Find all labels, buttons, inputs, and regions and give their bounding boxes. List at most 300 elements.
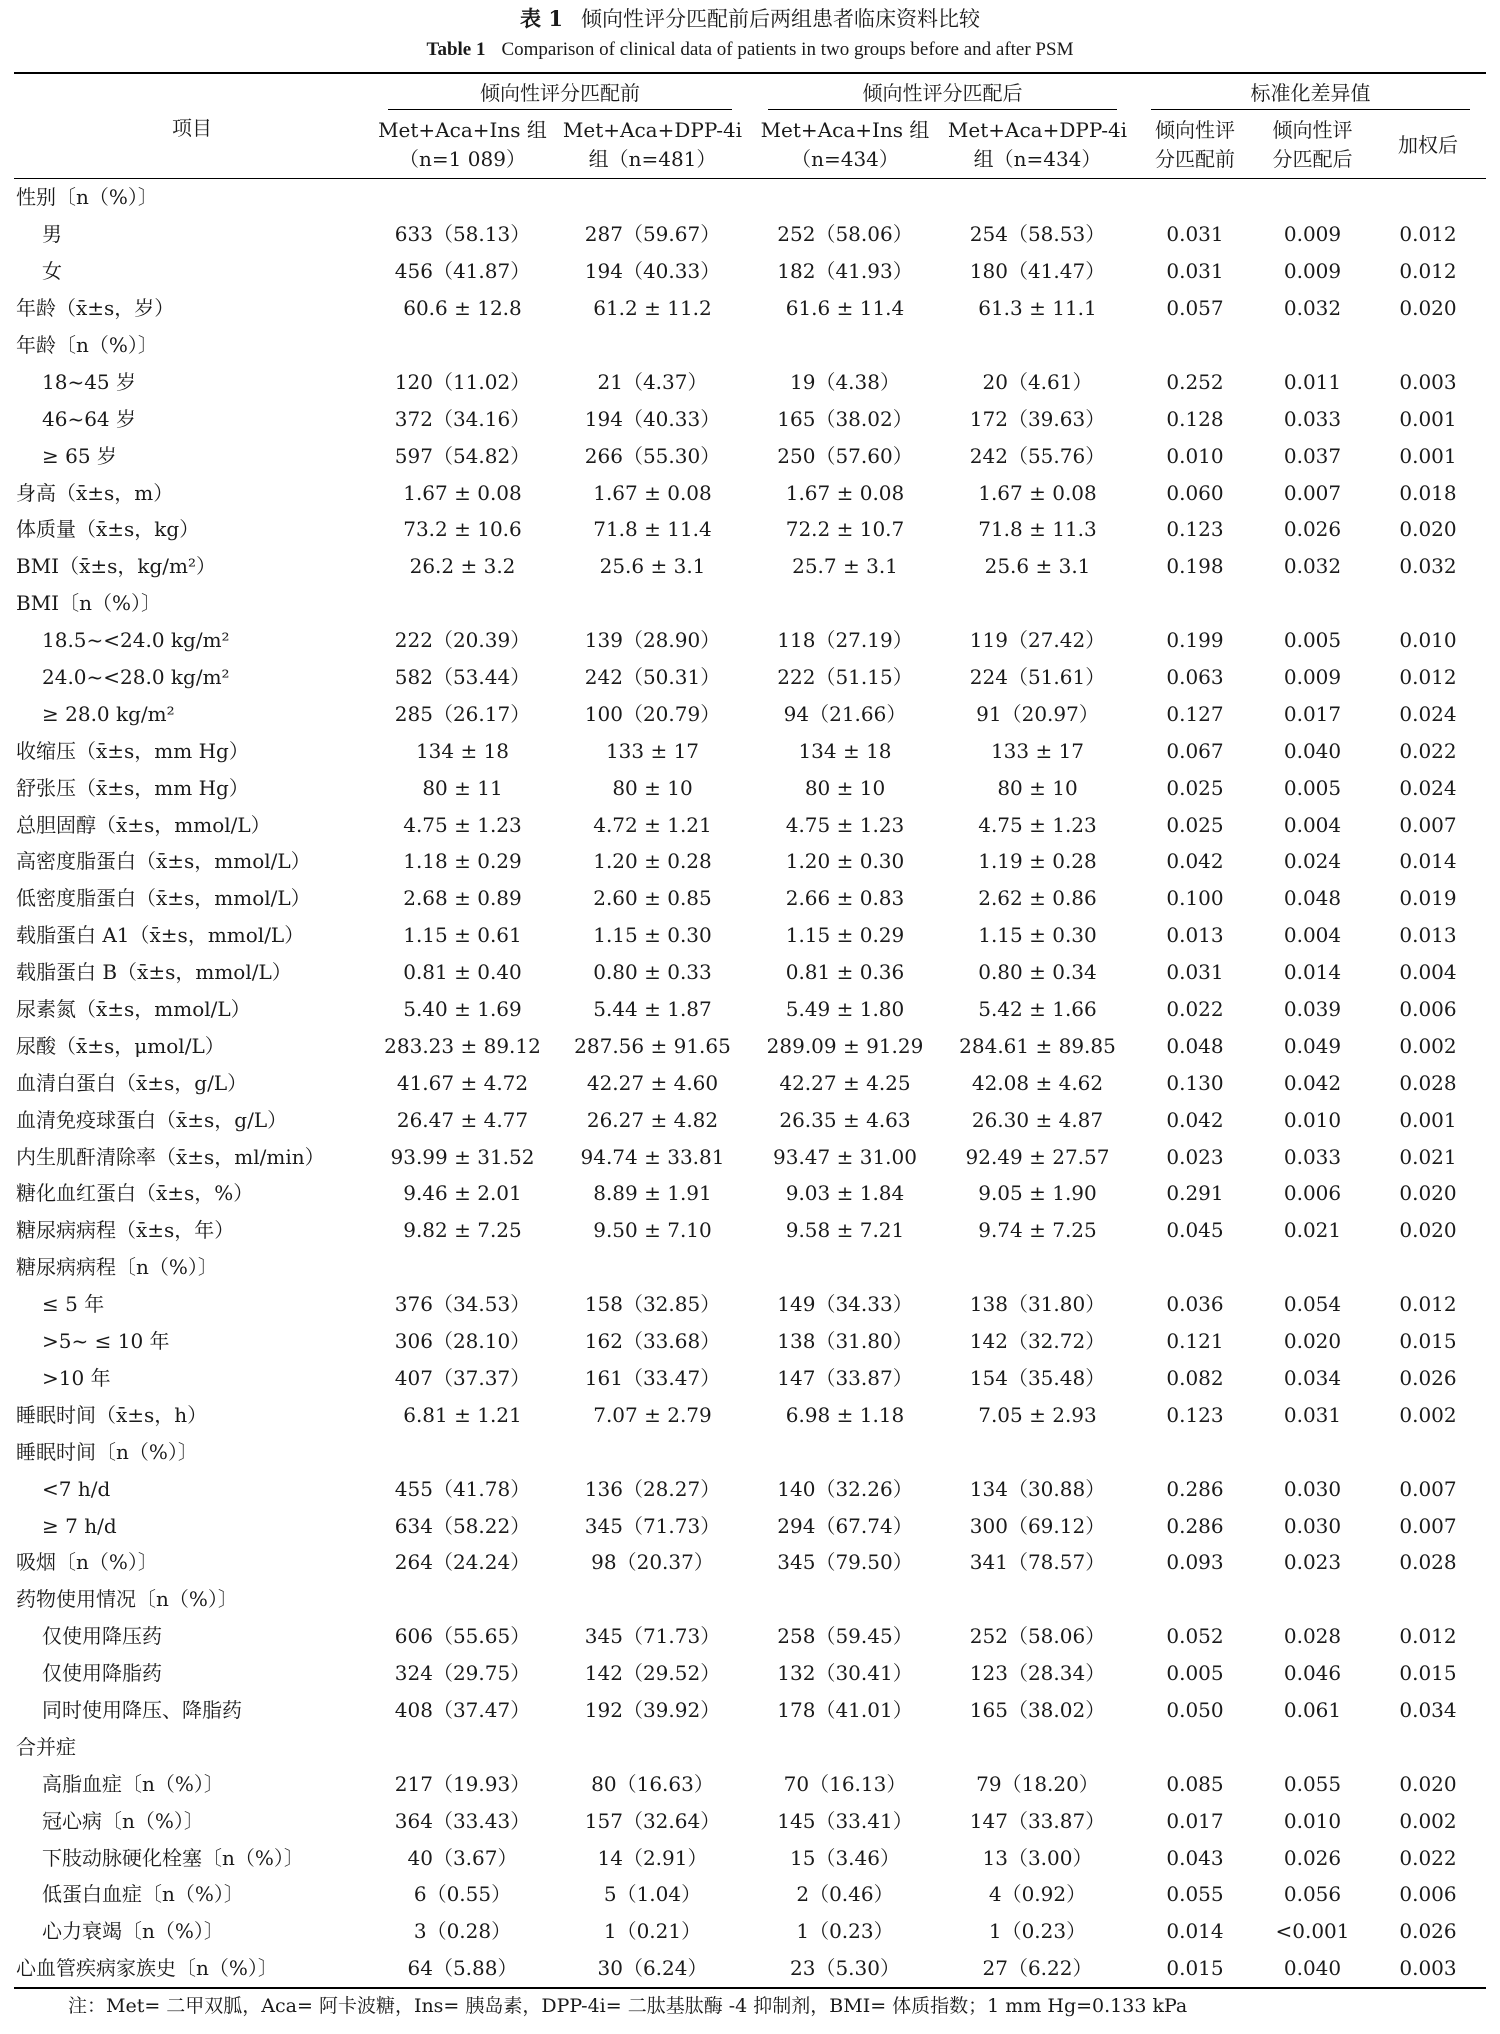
cell-col-7: 0.012 <box>1399 1292 1457 1317</box>
cell-col-2: 133 ± 17 <box>605 738 700 763</box>
cell-col-1: 6.81 ± 1.21 <box>403 1402 522 1427</box>
cell-col-3: 294（67.74） <box>777 1513 913 1538</box>
table-title-en-text: Comparison of clinical data of patients in two groups before and after PSM <box>501 39 1074 60</box>
row-label: BMI〔n（%）〕 <box>16 591 161 616</box>
cell-col-7: 0.028 <box>1399 1070 1457 1095</box>
table-row <box>14 1913 1486 1950</box>
cell-col-3: 134 ± 18 <box>798 738 892 763</box>
cell-col-4: 92.49 ± 27.57 <box>965 1144 1110 1169</box>
cell-col-1: 1.15 ± 0.61 <box>403 923 522 948</box>
cell-col-4: 79（18.20） <box>976 1771 1099 1796</box>
cell-col-7: 0.002 <box>1399 1402 1457 1427</box>
cell-col-4: 4（0.92） <box>988 1882 1087 1907</box>
cell-col-1: 41.67 ± 4.72 <box>396 1070 529 1095</box>
cell-col-6: 0.023 <box>1283 1550 1342 1575</box>
table-row <box>14 1433 1486 1470</box>
cell-col-6: 0.026 <box>1283 1845 1342 1870</box>
cell-col-2: 5.44 ± 1.87 <box>593 997 712 1022</box>
table-row <box>14 1323 1486 1360</box>
cell-col-4: 1（0.23） <box>988 1919 1087 1944</box>
cell-col-3: 4.75 ± 1.23 <box>785 812 905 837</box>
cell-col-3: 132（30.41） <box>777 1661 913 1686</box>
cell-col-2: 21（4.37） <box>597 369 708 394</box>
cell-col-5: 0.055 <box>1166 1882 1224 1907</box>
cell-col-6: 0.049 <box>1283 1033 1342 1058</box>
cell-col-4: 252（58.06） <box>969 1624 1106 1649</box>
cell-col-3: 1.20 ± 0.30 <box>785 849 905 874</box>
cell-col-1: 633（58.13） <box>394 222 531 247</box>
cell-col-6: 0.061 <box>1283 1697 1342 1722</box>
table-row <box>14 732 1486 769</box>
cell-col-2: 5（1.04） <box>603 1882 702 1907</box>
cell-col-5: 0.031 <box>1166 960 1224 985</box>
cell-col-5: 0.067 <box>1166 738 1224 763</box>
header-after-psm-label: 倾向性评分匹配后 <box>768 77 1117 110</box>
cell-col-3: 149（34.33） <box>777 1292 913 1317</box>
row-label: 药物使用情况〔n（%）〕 <box>16 1587 238 1612</box>
cell-col-1: 634（58.22） <box>394 1513 531 1538</box>
row-label: ≥ 65 岁 <box>42 443 117 468</box>
table-row <box>14 1765 1486 1802</box>
cell-col-2: 162（33.68） <box>584 1329 721 1354</box>
cell-col-6: 0.030 <box>1283 1513 1342 1538</box>
cell-col-2: 80 ± 10 <box>612 775 693 800</box>
cell-col-5: 0.048 <box>1166 1033 1224 1058</box>
cell-col-6: 0.046 <box>1283 1661 1342 1686</box>
header-col-7: 加权后 <box>1370 112 1486 179</box>
cell-col-1 <box>370 1249 555 1286</box>
cell-col-3: 61.6 ± 11.4 <box>785 296 905 321</box>
row-label: 心力衰竭〔n（%）〕 <box>42 1919 224 1944</box>
header-item: 项目 <box>14 73 370 179</box>
row-label: 载脂蛋白 B（x̄±s，mmol/L） <box>16 960 292 985</box>
cell-col-2: 136（28.27） <box>584 1476 721 1501</box>
cell-col-6: 0.032 <box>1283 554 1342 579</box>
cell-col-3: 26.35 ± 4.63 <box>779 1107 911 1132</box>
table-row <box>14 1064 1486 1101</box>
row-label: ≤ 5 年 <box>42 1292 105 1317</box>
cell-col-4: 9.74 ± 7.25 <box>978 1218 1097 1243</box>
cell-col-1: 283.23 ± 89.12 <box>384 1033 541 1058</box>
cell-col-5: 0.022 <box>1166 997 1224 1022</box>
table-row <box>14 1286 1486 1323</box>
cell-col-6: 0.004 <box>1283 923 1342 948</box>
clinical-data-table <box>14 72 1486 1989</box>
cell-col-2: 0.80 ± 0.33 <box>593 960 712 985</box>
cell-col-6 <box>1255 585 1370 622</box>
table-row <box>14 1544 1486 1581</box>
cell-col-7: 0.018 <box>1399 480 1457 505</box>
cell-col-5 <box>1135 585 1255 622</box>
cell-col-6 <box>1255 179 1370 216</box>
cell-col-6: 0.033 <box>1283 1144 1342 1169</box>
cell-col-3: 345（79.50） <box>777 1550 913 1575</box>
cell-col-2: 71.8 ± 11.4 <box>593 517 712 542</box>
cell-col-6 <box>1255 1433 1370 1470</box>
cell-col-7: 0.012 <box>1399 665 1457 690</box>
table-row <box>14 880 1486 917</box>
table-row <box>14 622 1486 659</box>
cell-col-2: 158（32.85） <box>584 1292 721 1317</box>
cell-col-7 <box>1370 1728 1486 1765</box>
cell-col-7: 0.021 <box>1399 1144 1457 1169</box>
cell-col-5: 0.025 <box>1166 812 1224 837</box>
row-label: 高脂血症〔n（%）〕 <box>42 1771 224 1796</box>
cell-col-4: 91（20.97） <box>976 701 1099 726</box>
cell-col-7: 0.010 <box>1399 628 1457 653</box>
cell-col-1: 217（19.93） <box>394 1771 531 1796</box>
cell-col-1: 606（55.65） <box>394 1624 531 1649</box>
cell-col-7: 0.007 <box>1399 1476 1457 1501</box>
cell-col-2: 80（16.63） <box>591 1771 714 1796</box>
cell-col-6: 0.040 <box>1255 1950 1370 1988</box>
cell-col-3 <box>750 1728 940 1765</box>
cell-col-4: 154（35.48） <box>969 1365 1106 1390</box>
cell-col-3: 178（41.01） <box>777 1697 913 1722</box>
cell-col-1: 4.75 ± 1.23 <box>403 812 522 837</box>
cell-col-5: 0.199 <box>1166 628 1224 653</box>
cell-col-1: 456（41.87） <box>394 259 531 284</box>
table-row <box>14 400 1486 437</box>
row-label: 年龄（x̄±s，岁） <box>16 296 175 321</box>
row-label: ≥ 7 h/d <box>42 1513 117 1538</box>
header-col-3: Met+Aca+Ins 组 （n=434） <box>750 112 940 179</box>
cell-col-1 <box>370 179 555 216</box>
cell-col-5: 0.042 <box>1166 1107 1224 1132</box>
table-row <box>14 1212 1486 1249</box>
cell-col-2: 192（39.92） <box>584 1697 721 1722</box>
cell-col-3: 2.66 ± 0.83 <box>785 886 905 911</box>
cell-col-5: 0.123 <box>1166 1402 1224 1427</box>
table-row <box>14 1138 1486 1175</box>
row-label: 合并症 <box>16 1734 76 1759</box>
row-label: 糖尿病病程〔n（%）〕 <box>16 1255 218 1280</box>
cell-col-4 <box>940 1433 1135 1470</box>
table-row <box>14 511 1486 548</box>
cell-col-4 <box>940 179 1135 216</box>
cell-col-5: 0.050 <box>1166 1697 1224 1722</box>
cell-col-2 <box>555 1581 750 1618</box>
row-label: 下肢动脉硬化栓塞〔n（%）〕 <box>42 1845 304 1870</box>
cell-col-4: 9.05 ± 1.90 <box>978 1181 1097 1206</box>
cell-col-2: 161（33.47） <box>584 1365 721 1390</box>
cell-col-1: 222（20.39） <box>394 628 531 653</box>
cell-col-3: 25.7 ± 3.1 <box>792 554 898 579</box>
header-std-diff-label: 标准化差异值 <box>1151 77 1470 110</box>
cell-col-7: 0.020 <box>1399 1218 1457 1243</box>
cell-col-7: 0.007 <box>1399 812 1457 837</box>
row-label: 吸烟〔n（%）〕 <box>16 1550 158 1575</box>
cell-col-7: 0.012 <box>1399 259 1457 284</box>
cell-col-7: 0.003 <box>1370 1950 1486 1988</box>
cell-col-3: 70（16.13） <box>783 1771 907 1796</box>
cell-col-5: 0.286 <box>1166 1476 1224 1501</box>
cell-col-2: 7.07 ± 2.79 <box>593 1402 712 1427</box>
cell-col-5: 0.121 <box>1166 1329 1224 1354</box>
table-title-en <box>0 36 1500 64</box>
cell-col-6: 0.009 <box>1283 222 1342 247</box>
cell-col-5: 0.063 <box>1166 665 1224 690</box>
table-row <box>14 327 1486 364</box>
cell-col-1: 9.46 ± 2.01 <box>403 1181 522 1206</box>
cell-col-3 <box>750 1249 940 1286</box>
cell-col-5: 0.031 <box>1166 222 1224 247</box>
cell-col-3: 0.81 ± 0.36 <box>785 960 905 985</box>
cell-col-7: 0.020 <box>1399 517 1457 542</box>
cell-col-7 <box>1370 1433 1486 1470</box>
cell-col-1: 1.18 ± 0.29 <box>403 849 522 874</box>
cell-col-7: 0.026 <box>1399 1365 1457 1390</box>
cell-col-6: 0.033 <box>1283 406 1342 431</box>
cell-col-1: 80 ± 11 <box>422 775 503 800</box>
table-row <box>14 1950 1486 1988</box>
cell-col-1: 582（53.44） <box>394 665 531 690</box>
cell-col-4: 2.62 ± 0.86 <box>978 886 1097 911</box>
cell-col-3: 222（51.15） <box>777 665 913 690</box>
cell-col-1: 455（41.78） <box>394 1476 531 1501</box>
cell-col-3: 72.2 ± 10.7 <box>785 517 905 542</box>
cell-col-5: 0.291 <box>1166 1181 1224 1206</box>
cell-col-5: 0.010 <box>1166 443 1224 468</box>
cell-col-3: 23（5.30） <box>750 1950 940 1988</box>
row-label: 18~45 岁 <box>42 369 137 394</box>
row-label: 女 <box>42 259 62 284</box>
row-label: 年龄〔n（%）〕 <box>16 333 158 357</box>
table-row <box>14 1655 1486 1692</box>
table-row <box>14 769 1486 806</box>
cell-col-1: 306（28.10） <box>394 1329 531 1354</box>
cell-col-2: 194（40.33） <box>584 259 721 284</box>
cell-col-4 <box>940 1249 1135 1286</box>
table-title-zh-text: 倾向性评分匹配前后两组患者临床资料比较 <box>580 7 980 31</box>
cell-col-7: 0.034 <box>1399 1697 1457 1722</box>
cell-col-1 <box>370 327 555 364</box>
cell-col-5: 0.127 <box>1166 701 1224 726</box>
row-label: 糖化血红蛋白（x̄±s，%） <box>16 1181 254 1206</box>
cell-col-6: 0.011 <box>1283 369 1342 394</box>
cell-col-2 <box>555 327 750 364</box>
row-label: 载脂蛋白 A1（x̄±s，mmol/L） <box>16 923 305 948</box>
cell-col-6: 0.005 <box>1283 775 1342 800</box>
cell-col-5: 0.005 <box>1166 1661 1224 1686</box>
cell-col-6 <box>1255 1581 1370 1618</box>
cell-col-4: 134（30.88） <box>969 1476 1106 1501</box>
cell-col-5 <box>1135 179 1255 216</box>
table-row <box>14 1470 1486 1507</box>
cell-col-4: 1.67 ± 0.08 <box>978 480 1097 505</box>
row-label: 24.0~<28.0 kg/m² <box>42 665 230 690</box>
cell-col-2 <box>555 1249 750 1286</box>
cell-col-7 <box>1370 1581 1486 1618</box>
cell-col-6: 0.010 <box>1283 1808 1342 1833</box>
row-label: 18.5~<24.0 kg/m² <box>42 628 230 653</box>
row-label: ≥ 28.0 kg/m² <box>42 701 175 726</box>
cell-col-6: 0.004 <box>1283 812 1342 837</box>
row-label: 总胆固醇（x̄±s，mmol/L） <box>16 812 271 837</box>
cell-col-5: 0.043 <box>1166 1845 1224 1870</box>
table-number-en: Table 1 <box>426 39 486 60</box>
row-label: 糖尿病病程（x̄±s，年） <box>16 1218 235 1243</box>
cell-col-7: 0.020 <box>1399 1181 1457 1206</box>
cell-col-3: 165（38.02） <box>777 406 913 431</box>
cell-col-6: 0.024 <box>1283 849 1342 874</box>
cell-col-3 <box>750 327 940 364</box>
cell-col-4 <box>940 585 1135 622</box>
cell-col-4: 42.08 ± 4.62 <box>971 1070 1104 1095</box>
table-row <box>14 474 1486 511</box>
cell-col-4: 254（58.53） <box>969 222 1106 247</box>
cell-col-7: 0.012 <box>1399 222 1457 247</box>
row-label: 身高（x̄±s，m） <box>16 480 174 505</box>
table-row <box>14 437 1486 474</box>
cell-col-3: 93.47 ± 31.00 <box>773 1144 917 1169</box>
cell-col-5: 0.031 <box>1166 259 1224 284</box>
table-row <box>14 1360 1486 1397</box>
cell-col-2: 242（50.31） <box>584 665 721 690</box>
cell-col-3: 5.49 ± 1.80 <box>785 997 905 1022</box>
cell-col-2 <box>555 585 750 622</box>
table-row <box>14 1507 1486 1544</box>
table-row <box>14 843 1486 880</box>
table-row <box>14 695 1486 732</box>
cell-col-4: 4.75 ± 1.23 <box>978 812 1097 837</box>
row-label: 高密度脂蛋白（x̄±s，mmol/L） <box>16 849 311 874</box>
cell-col-6: 0.009 <box>1283 665 1342 690</box>
cell-col-7 <box>1370 179 1486 216</box>
cell-col-2: 42.27 ± 4.60 <box>586 1070 719 1095</box>
cell-col-2: 1（0.21） <box>603 1919 702 1944</box>
cell-col-1: 408（37.47） <box>394 1697 531 1722</box>
cell-col-3 <box>750 179 940 216</box>
cell-col-6: 0.048 <box>1283 886 1342 911</box>
cell-col-4: 180（41.47） <box>969 259 1106 284</box>
cell-col-7: 0.024 <box>1399 701 1457 726</box>
row-label: 性别〔n（%）〕 <box>16 185 158 210</box>
cell-col-7: 0.003 <box>1399 369 1457 394</box>
cell-col-4: 138（31.80） <box>969 1292 1106 1317</box>
table-row <box>14 1802 1486 1839</box>
cell-col-7: 0.024 <box>1399 775 1457 800</box>
cell-col-1: 2.68 ± 0.89 <box>403 886 522 911</box>
cell-col-5: 0.085 <box>1166 1771 1224 1796</box>
cell-col-1: 60.6 ± 12.8 <box>403 296 522 321</box>
cell-col-4: 71.8 ± 11.3 <box>978 517 1097 542</box>
header-col-2: Met+Aca+DPP-4i 组（n=481） <box>555 112 750 179</box>
table-row <box>14 1839 1486 1876</box>
cell-col-4: 80 ± 10 <box>997 775 1078 800</box>
table-row <box>14 253 1486 290</box>
cell-col-4: 27（6.22） <box>940 1950 1135 1988</box>
cell-col-1 <box>370 1728 555 1765</box>
cell-col-3: 1（0.23） <box>796 1919 894 1944</box>
table-row <box>14 659 1486 696</box>
row-label: 收缩压（x̄±s，mm Hg） <box>16 738 249 763</box>
row-label: 睡眠时间（x̄±s，h） <box>16 1402 208 1427</box>
cell-col-2: 1.67 ± 0.08 <box>593 480 712 505</box>
cell-col-1: 3（0.28） <box>413 1919 512 1944</box>
cell-col-7: 0.020 <box>1399 1771 1457 1796</box>
cell-col-3: 2（0.46） <box>796 1882 894 1907</box>
cell-col-5: 0.093 <box>1166 1550 1224 1575</box>
row-label: 仅使用降脂药 <box>42 1661 162 1686</box>
cell-col-5: 0.128 <box>1166 406 1224 431</box>
cell-col-1: 9.82 ± 7.25 <box>403 1218 522 1243</box>
cell-col-6: 0.010 <box>1283 1107 1342 1132</box>
cell-col-4 <box>940 327 1135 364</box>
cell-col-1: 73.2 ± 10.6 <box>403 517 522 542</box>
cell-col-5: 0.017 <box>1166 1808 1224 1833</box>
row-label: 仅使用降压药 <box>42 1624 162 1649</box>
cell-col-6: 0.037 <box>1283 443 1342 468</box>
table-row <box>14 1876 1486 1913</box>
row-label: 46~64 岁 <box>42 406 137 431</box>
cell-col-3: 145（33.41） <box>777 1808 913 1833</box>
cell-col-3: 1.67 ± 0.08 <box>785 480 905 505</box>
cell-col-7: 0.014 <box>1399 849 1457 874</box>
cell-col-4: 0.80 ± 0.34 <box>978 960 1097 985</box>
cell-col-2: 345（71.73） <box>584 1513 721 1538</box>
table-title-zh <box>0 4 1500 34</box>
cell-col-1: 40（3.67） <box>407 1845 518 1870</box>
table-row <box>14 216 1486 253</box>
row-label: 舒张压（x̄±s，mm Hg） <box>16 775 249 800</box>
header-before-psm-label: 倾向性评分匹配前 <box>388 77 733 110</box>
cell-col-7: 0.020 <box>1399 296 1457 321</box>
cell-col-6: 0.006 <box>1283 1181 1342 1206</box>
cell-col-6: 0.034 <box>1283 1365 1342 1390</box>
cell-col-7 <box>1370 327 1486 364</box>
cell-col-1: 372（34.16） <box>394 406 531 431</box>
cell-col-6 <box>1255 327 1370 364</box>
cell-col-6: 0.054 <box>1283 1292 1342 1317</box>
table-note: 注：Met= 二甲双胍，Aca= 阿卡波糖，Ins= 胰岛素，DPP-4i= 二肽基肽酶 -4 抑制剂，BMI= 体质指数；1 mm Hg=0.133 kPa <box>68 1995 1188 2017</box>
cell-col-4: 1.19 ± 0.28 <box>978 849 1097 874</box>
cell-col-5: 0.057 <box>1166 296 1224 321</box>
cell-col-3: 252（58.06） <box>777 222 913 247</box>
header-col-4: Met+Aca+DPP-4i 组（n=434） <box>940 112 1135 179</box>
header-col-5: 倾向性评 分匹配前 <box>1135 112 1255 179</box>
cell-col-5: 0.082 <box>1166 1365 1224 1390</box>
table-row <box>14 363 1486 400</box>
cell-col-3: 94（21.66） <box>783 701 907 726</box>
cell-col-7: 0.022 <box>1399 738 1457 763</box>
row-label: 血清白蛋白（x̄±s，g/L） <box>16 1070 248 1095</box>
cell-col-5: 0.042 <box>1166 849 1224 874</box>
cell-col-2 <box>555 1433 750 1470</box>
cell-col-5: 0.060 <box>1166 480 1224 505</box>
cell-col-2: 287（59.67） <box>584 222 721 247</box>
cell-col-3: 182（41.93） <box>777 259 913 284</box>
cell-col-7 <box>1370 585 1486 622</box>
cell-col-4: 172（39.63） <box>969 406 1106 431</box>
row-label: 低蛋白血症〔n（%）〕 <box>42 1882 244 1907</box>
row-label: 心血管疾病家族史〔n（%）〕 <box>14 1950 370 1988</box>
cell-col-3: 258（59.45） <box>777 1624 913 1649</box>
row-label: <7 h/d <box>42 1476 111 1501</box>
cell-col-4: 13（3.00） <box>982 1845 1093 1870</box>
cell-col-3: 1.15 ± 0.29 <box>785 923 905 948</box>
table-row <box>14 991 1486 1028</box>
row-label: 冠心病〔n（%）〕 <box>42 1808 204 1833</box>
cell-col-2: 14（2.91） <box>597 1845 708 1870</box>
table-row <box>14 585 1486 622</box>
cell-col-1: 6（0.55） <box>413 1882 512 1907</box>
table-row <box>14 1581 1486 1618</box>
cell-col-4: 25.6 ± 3.1 <box>984 554 1091 579</box>
cell-col-5 <box>1135 1249 1255 1286</box>
cell-col-1: 120（11.02） <box>394 369 531 394</box>
cell-col-5: 0.015 <box>1135 1950 1255 1988</box>
